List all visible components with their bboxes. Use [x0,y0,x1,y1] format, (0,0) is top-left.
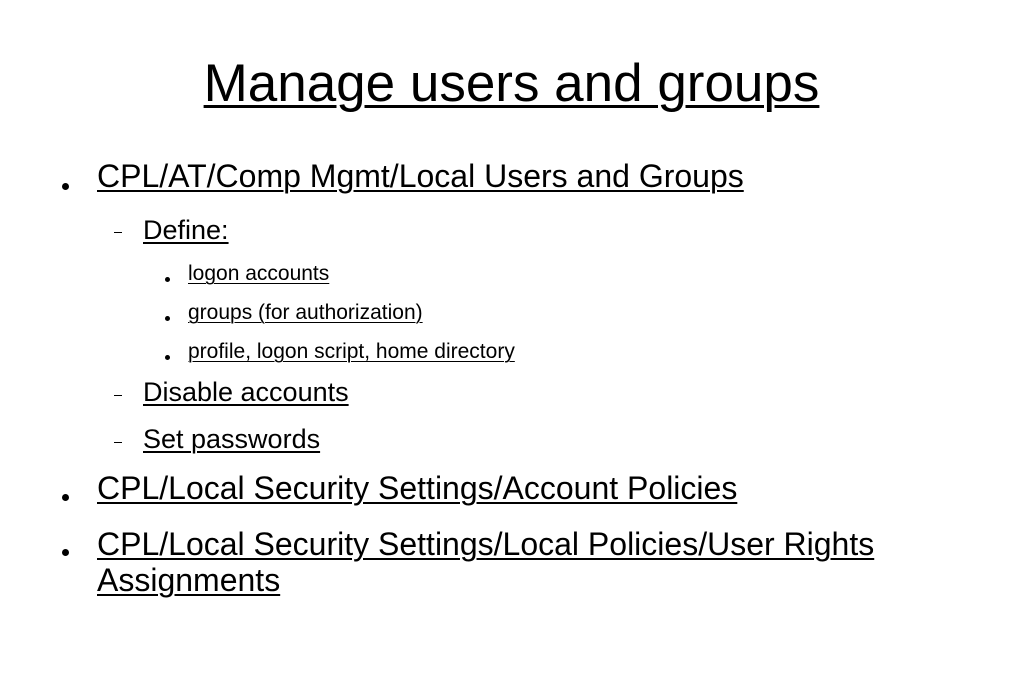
sub-item-set-passwords[interactable]: Set passwords [143,424,321,454]
bullet-item-comp-mgmt[interactable]: CPL/AT/Comp Mgmt/Local Users and Groups [97,158,744,194]
dash-icon [114,442,122,443]
bullet-icon [165,355,170,360]
dash-icon [114,395,122,396]
bullet-icon [62,549,69,556]
sub-sub-item-profile[interactable]: profile, logon script, home directory [188,340,515,363]
sub-sub-item-groups[interactable]: groups (for authorization) [188,301,423,324]
bullet-icon [62,494,69,501]
sub-item-disable-accounts[interactable]: Disable accounts [143,377,349,407]
bullet-icon [165,316,170,321]
dash-icon [114,232,122,233]
sub-item-define[interactable]: Define: [143,215,229,245]
bullet-icon [165,277,170,282]
sub-sub-item-logon-accounts[interactable]: logon accounts [188,262,330,285]
bullet-item-user-rights[interactable]: CPL/Local Security Settings/Local Policies/User Rights Assignments [97,526,875,598]
bullet-icon [62,183,69,190]
slide-title: Manage users and groups [203,54,820,113]
bullet-item-account-policies[interactable]: CPL/Local Security Settings/Account Policies [97,470,738,506]
